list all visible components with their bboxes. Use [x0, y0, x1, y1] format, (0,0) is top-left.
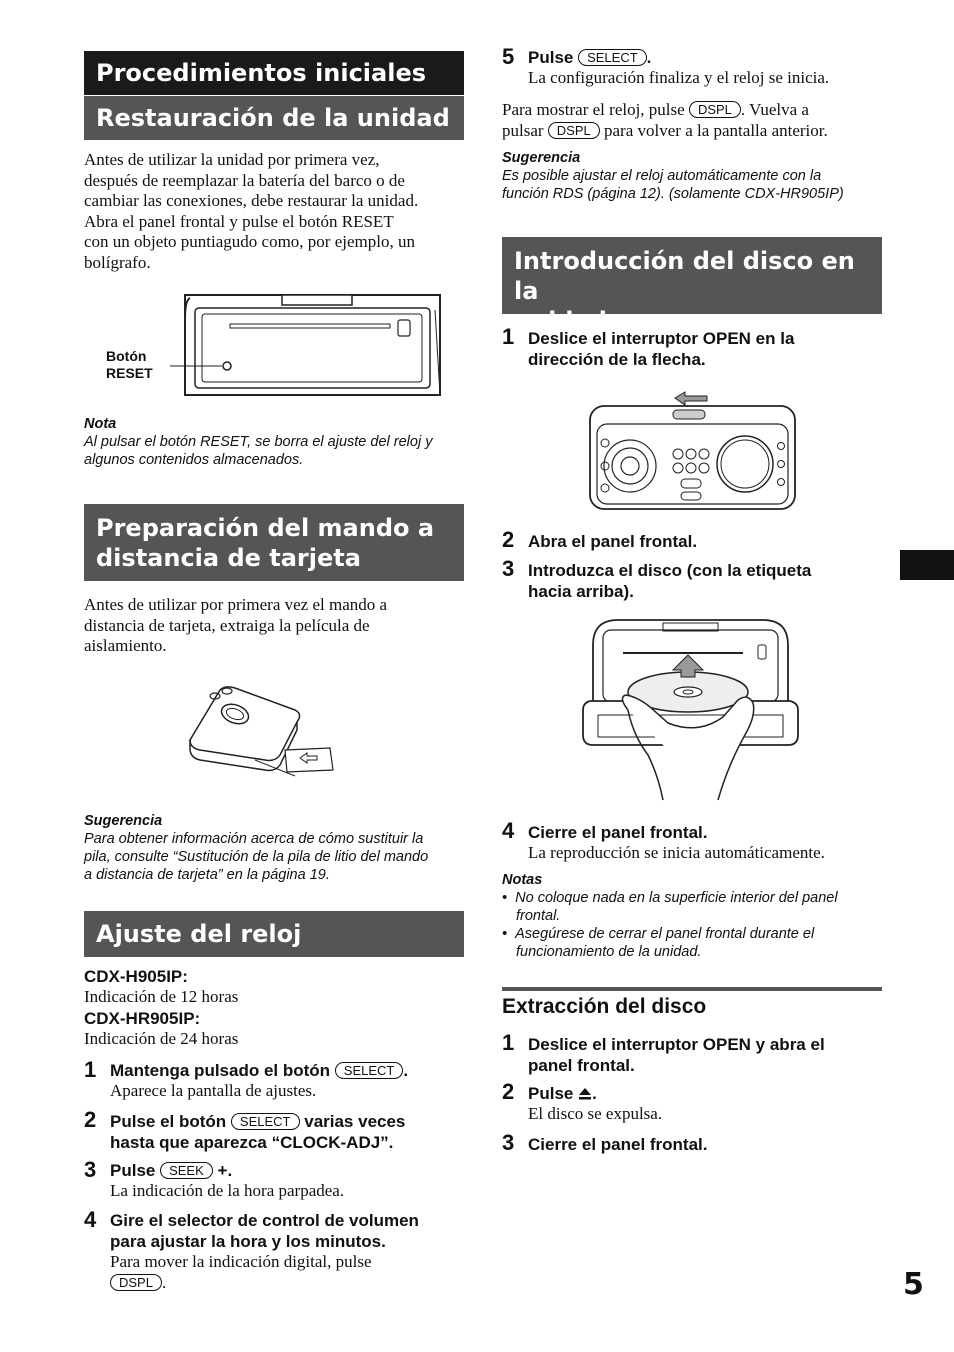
clock-models	[84, 966, 464, 1049]
note-line: frontal.	[516, 908, 561, 924]
text-span: . Vuelva a	[740, 100, 809, 119]
step-desc: La indicación de la hora parpadea.	[110, 1181, 345, 1200]
step-text: Cierre el panel frontal.	[528, 823, 708, 842]
step-number: 2	[502, 527, 515, 552]
note-line: Al pulsar el botón RESET, se borra el ajuste del reloj y	[84, 434, 433, 450]
page-number: 5	[903, 1267, 924, 1302]
text-line: cambiar las conexiones, debe restaurar la unidad.	[84, 191, 419, 210]
step-text: dirección de la flecha.	[528, 350, 706, 369]
step-text: Deslice el interruptor OPEN en la	[528, 329, 795, 348]
text-line: bolígrafo.	[84, 252, 151, 272]
step-desc	[110, 1273, 470, 1294]
eject-icon	[578, 1087, 592, 1101]
tip-rds	[502, 149, 892, 203]
step-1	[110, 1060, 470, 1102]
step-text: +.	[217, 1161, 233, 1180]
text-line: aislamiento.	[84, 636, 167, 655]
step-desc: La reproducción se inicia automáticamente.	[528, 843, 825, 862]
step-3	[110, 1160, 470, 1202]
step-text: Pulse	[110, 1161, 156, 1180]
step-number: 3	[84, 1157, 97, 1182]
section-header-clock	[84, 911, 464, 957]
model-name: CDX-HR905IP:	[84, 1008, 201, 1028]
text-line: Abra el panel frontal y pulse el botón RESET	[84, 211, 394, 231]
step-number: 5	[502, 44, 515, 69]
step-text: Introduzca el disco (con la etiqueta	[528, 561, 812, 580]
text-span: Para mostrar el reloj, pulse	[502, 100, 685, 119]
subsection-title-eject: Extracción del disco	[502, 995, 707, 1018]
tip-title: Sugerencia	[84, 813, 163, 829]
note-item: • No coloque nada en la superficie interior del panel frontal.	[502, 890, 838, 924]
step-text: varias veces	[304, 1112, 406, 1131]
dspl-button-label: DSPL	[689, 101, 741, 118]
step-text: hasta que aparezca “CLOCK-ADJ”.	[110, 1133, 394, 1152]
text-line	[502, 100, 892, 121]
step-text: Mantenga pulsado el botón	[110, 1061, 331, 1080]
step-text: Pulse	[528, 1084, 574, 1103]
step-text: .	[161, 1272, 167, 1292]
subsection-rule	[502, 987, 882, 991]
side-tab-marker	[900, 550, 954, 580]
step-desc: La configuración finaliza y el reloj se inicia.	[528, 68, 830, 87]
section-header-line: Introducción del disco en la	[514, 247, 855, 305]
note-item: • Asegúrese de cerrar el panel frontal durante el funcionamiento de la unidad.	[502, 926, 815, 960]
disc-step-3	[528, 560, 888, 602]
note-title: Nota	[84, 416, 117, 432]
chapter-title	[84, 51, 464, 95]
disc-step-1	[528, 328, 888, 370]
note-line: No coloque nada en la superficie interior del panel	[515, 890, 838, 906]
front-panel-open-switch-illustration	[585, 388, 800, 513]
text-line: después de reemplazar la batería del barco o de	[84, 170, 405, 190]
text-line: distancia de tarjeta, extraiga la película de	[84, 615, 370, 635]
section-header-reset	[84, 96, 464, 140]
notes-disc	[502, 871, 882, 961]
step-instruction	[528, 1083, 888, 1104]
step-number: 2	[502, 1079, 515, 1104]
tip-remote	[84, 812, 474, 884]
reset-unit-illustration	[150, 290, 450, 400]
text-line	[502, 121, 892, 142]
remote-paragraph	[84, 595, 469, 657]
step-text: .	[403, 1061, 409, 1080]
step-text: Pulse	[528, 48, 574, 67]
note-line: Asegúrese de cerrar el panel frontal durante el	[515, 926, 815, 942]
step-number: 1	[502, 324, 515, 349]
tip-line: Para obtener información acerca de cómo sustituir la	[84, 831, 424, 847]
eject-step-3: Cierre el panel frontal.	[528, 1135, 708, 1154]
section-header-line: distancia de tarjeta	[96, 544, 361, 572]
reset-label-line: Botón	[106, 348, 147, 364]
step-text: Gire el selector de control de volumen	[110, 1211, 419, 1230]
select-button-label: SELECT	[578, 49, 647, 66]
step-desc: Aparece la pantalla de ajustes.	[110, 1081, 317, 1100]
note-line: funcionamiento de la unidad.	[516, 944, 702, 960]
model-desc: Indicación de 12 horas	[84, 987, 239, 1006]
text-line: Antes de utilizar la unidad por primera vez,	[84, 150, 380, 169]
disc-step-4	[528, 822, 888, 864]
disc-step-2: Abra el panel frontal.	[528, 532, 698, 551]
model-desc: Indicación de 24 horas	[84, 1028, 239, 1048]
note-line: algunos contenidos almacenados.	[84, 452, 304, 468]
step-instruction	[110, 1111, 470, 1132]
text-span: pulsar	[502, 120, 544, 140]
reset-label-line: RESET	[106, 365, 153, 381]
tip-title: Sugerencia	[502, 150, 581, 166]
text-span: para volver a la pantalla anterior.	[604, 120, 828, 140]
section-header-line: Preparación del mando a	[96, 514, 435, 542]
step-5	[528, 47, 888, 89]
tip-line: función RDS (página 12). (solamente CDX-HR905IP)	[502, 186, 844, 202]
eject-step-1	[528, 1034, 888, 1076]
reset-paragraph	[84, 150, 469, 273]
tip-line: pila, consulte “Sustitución de la pila de litio del mando	[84, 849, 429, 865]
dspl-button-label: DSPL	[110, 1274, 162, 1291]
note-reset	[84, 415, 474, 469]
text-line: Antes de utilizar por primera vez el mando a	[84, 595, 388, 614]
step-text: panel frontal.	[528, 1056, 635, 1075]
section-header-line: unidad	[514, 307, 607, 335]
notes-title: Notas	[502, 872, 543, 888]
step-text: hacia arriba).	[528, 582, 634, 601]
section-header-insert-disc	[502, 237, 882, 335]
tip-line: a distancia de tarjeta” en la página 19.	[84, 867, 330, 883]
section-header-remote	[84, 504, 464, 581]
select-button-label: SELECT	[335, 1062, 404, 1079]
step-text: Deslice el interruptor OPEN y abra el	[528, 1035, 825, 1054]
tip-line: Es posible ajustar el reloj automáticamente con la	[502, 168, 822, 184]
step-desc: Para mover la indicación digital, pulse	[110, 1252, 372, 1271]
chapter-title-text: Procedimientos iniciales	[96, 59, 426, 87]
select-button-label: SELECT	[231, 1113, 300, 1130]
step-number: 1	[502, 1030, 515, 1055]
dspl-button-label: DSPL	[548, 122, 600, 139]
display-paragraph	[502, 100, 892, 141]
reset-callout-label	[106, 348, 153, 382]
step-4	[110, 1210, 470, 1293]
disc-insertion-illustration	[578, 615, 803, 805]
model-name: CDX-H905IP:	[84, 967, 188, 986]
step-number: 4	[84, 1207, 97, 1232]
step-2	[110, 1111, 470, 1153]
step-number: 2	[84, 1107, 97, 1132]
step-desc: El disco se expulsa.	[528, 1104, 663, 1123]
text-line: con un objeto puntiagudo como, por ejemplo, un	[84, 232, 415, 251]
step-period: .	[592, 1084, 597, 1103]
step-instruction	[110, 1160, 470, 1181]
seek-button-label: SEEK	[160, 1162, 213, 1179]
step-number: 1	[84, 1057, 97, 1082]
section-header-clock-text: Ajuste del reloj	[96, 920, 302, 948]
step-number: 3	[502, 556, 515, 581]
step-text: Pulse el botón	[110, 1112, 227, 1131]
section-header-reset-text: Restauración de la unidad	[96, 104, 450, 132]
remote-card-illustration	[185, 680, 345, 790]
step-instruction	[110, 1060, 470, 1081]
eject-step-2	[528, 1083, 888, 1125]
step-number: 4	[502, 818, 515, 843]
step-text: .	[646, 48, 652, 67]
step-text: para ajustar la hora y los minutos.	[110, 1232, 386, 1251]
step-number: 3	[502, 1130, 515, 1155]
step-instruction	[528, 47, 888, 68]
